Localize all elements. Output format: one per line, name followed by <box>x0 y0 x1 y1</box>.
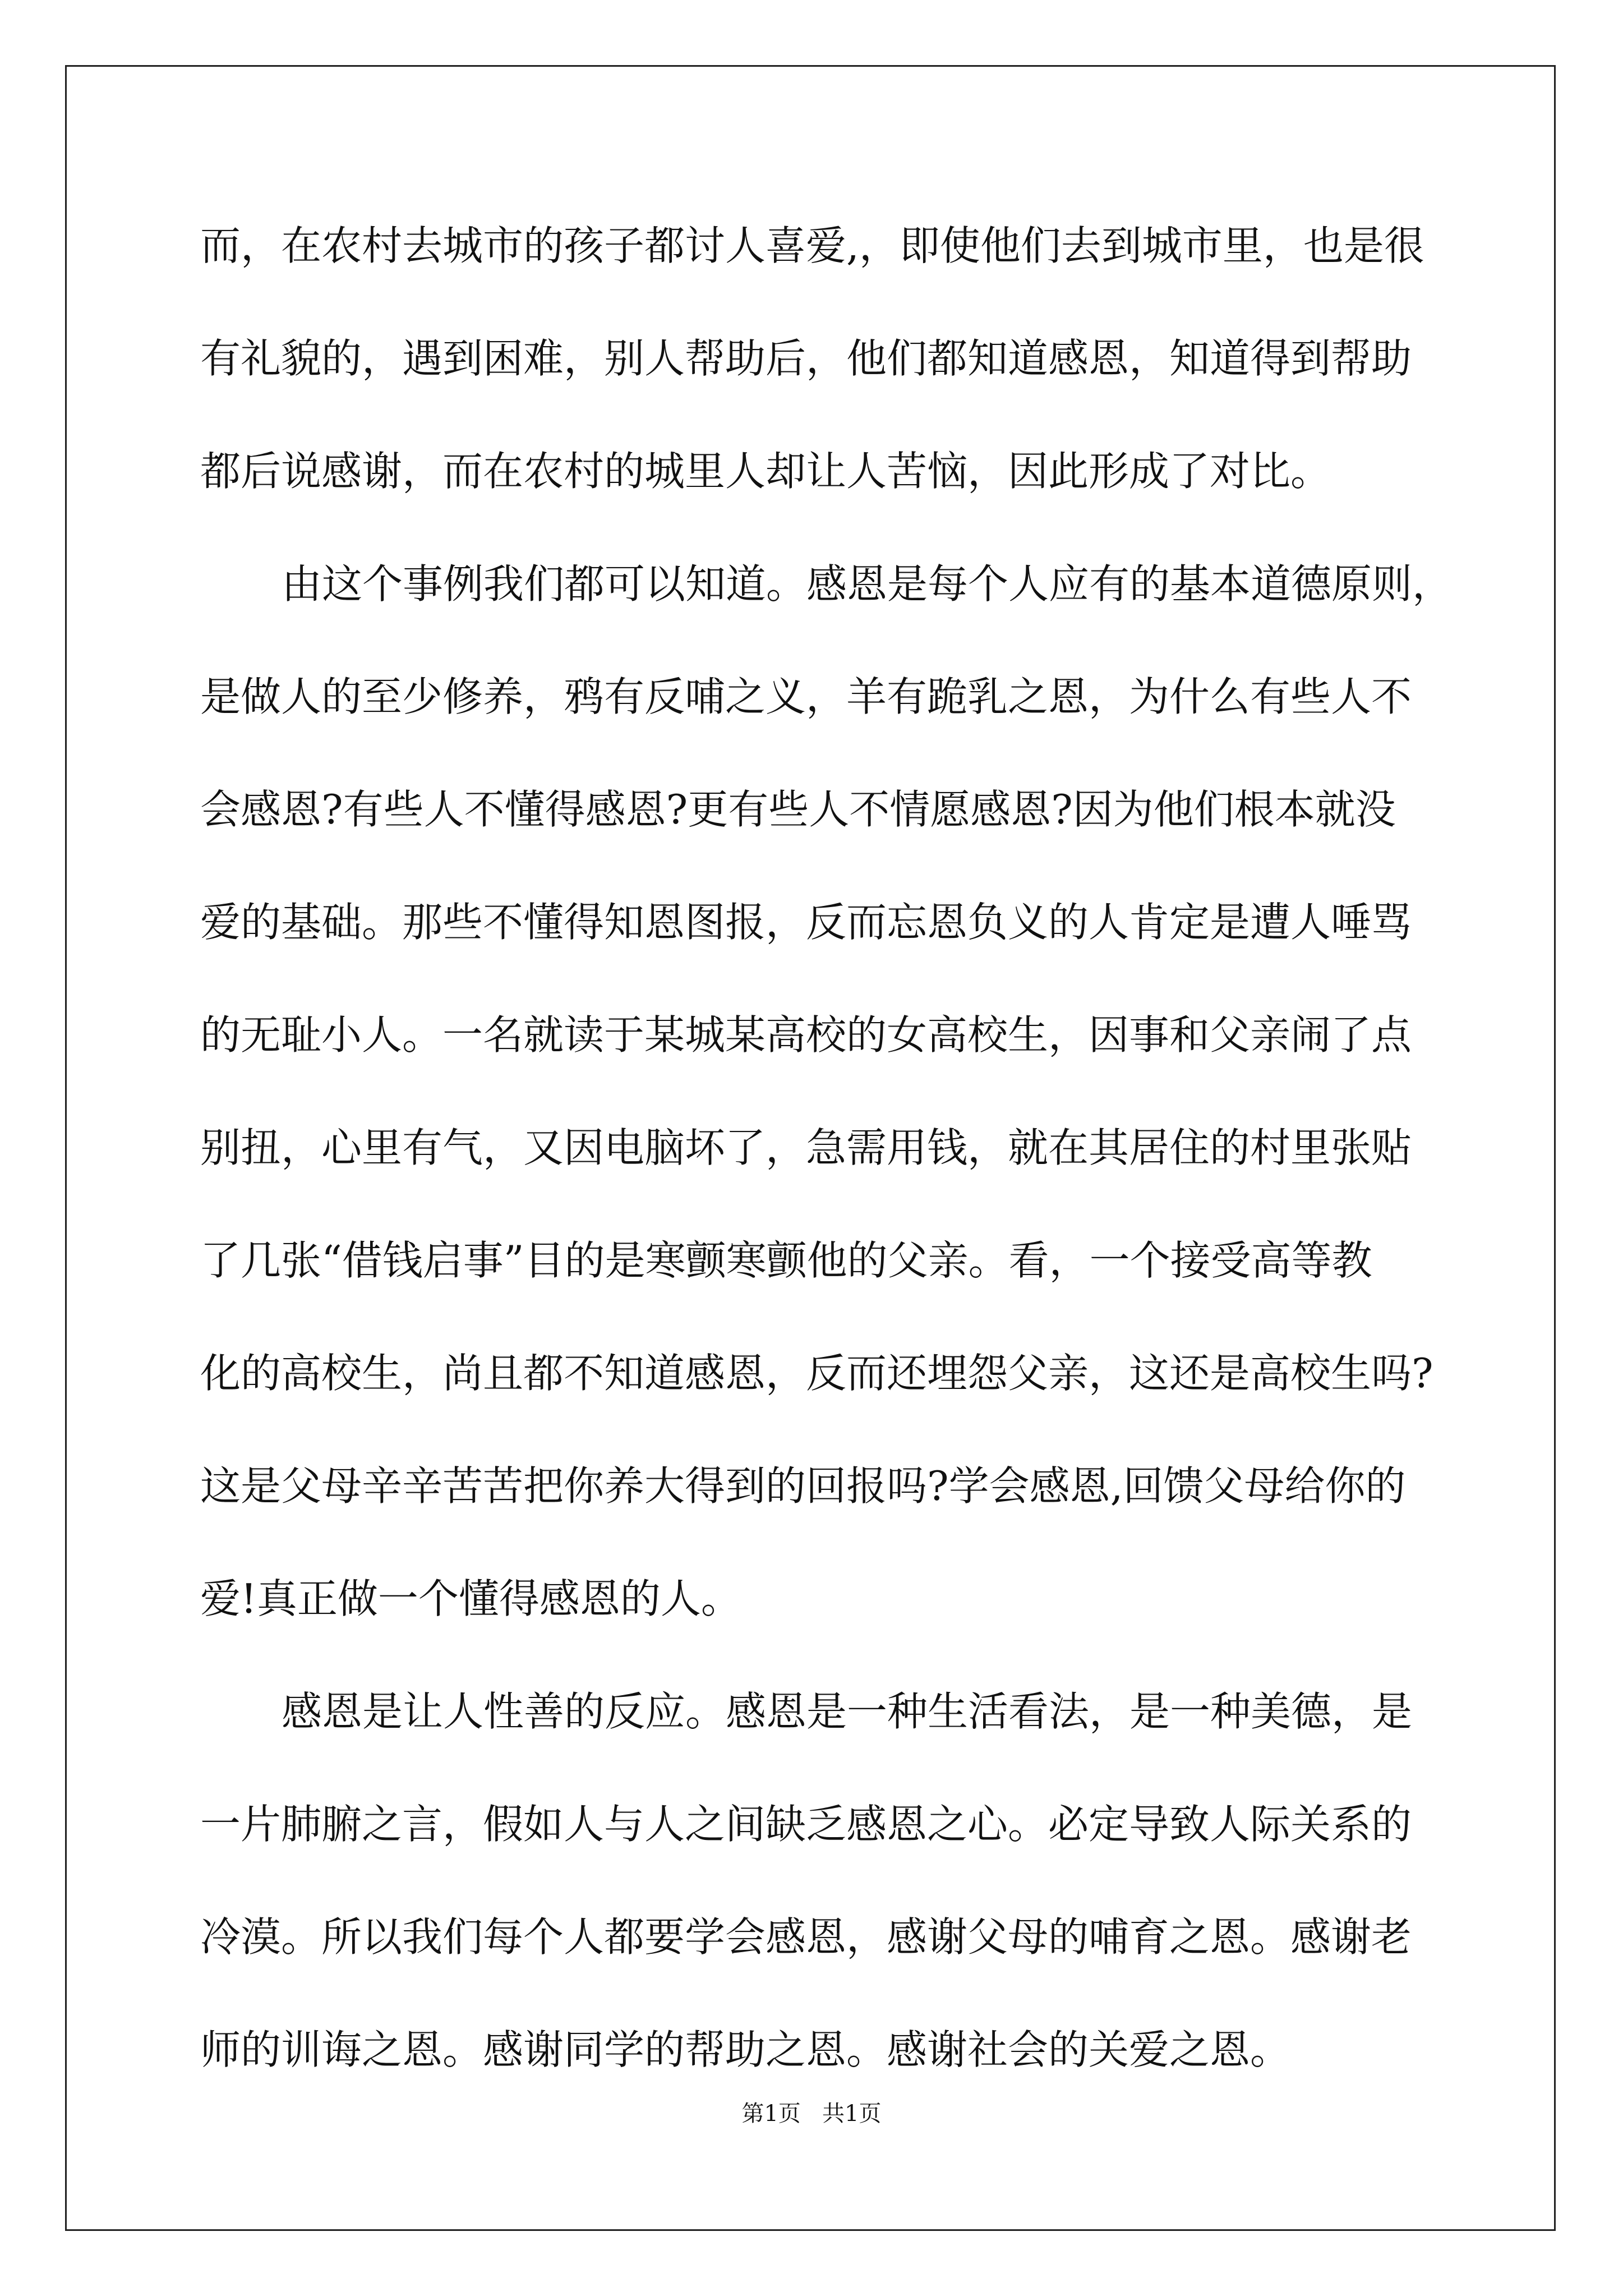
text-line: 而，在农村去城市的孩子都讨人喜爱,，即使他们去到城市里，也是很 <box>200 222 1424 269</box>
page-number-footer: 第1页 共1页 <box>741 2101 882 2127</box>
text-line: 这是父母辛辛苦苦把你养大得到的回报吗?学会感恩,回馈父母给你的 <box>200 1462 1406 1510</box>
text-line: 有礼貌的，遇到困难，别人帮助后，他们都知道感恩，知道得到帮助 <box>200 335 1412 382</box>
text-line: 爱的基础。那些不懂得知恩图报，反而忘恩负义的人肯定是遭人唾骂 <box>200 899 1412 946</box>
text-line: 冷漠。所以我们每个人都要学会感恩，感谢父母的哺育之恩。感谢老 <box>200 1913 1412 1961</box>
text-line: 会感恩?有些人不懂得感恩?更有些人不情愿感恩?因为他们根本就没 <box>200 786 1396 833</box>
text-line: 是做人的至少修养，鸦有反哺之义，羊有跪乳之恩，为什么有些人不 <box>200 673 1412 720</box>
text-line: 的无耻小人。一名就读于某城某高校的女高校生，因事和父亲闹了点 <box>200 1011 1412 1059</box>
text-line: 由这个事例我们都可以知道。感恩是每个人应有的基本道德原则， <box>282 560 1453 608</box>
text-line: 感恩是让人性善的反应。感恩是一种生活看法，是一种美德，是 <box>282 1688 1413 1735</box>
text-line: 都后说感谢，而在农村的城里人却让人苦恼，因此形成了对比。 <box>200 448 1331 495</box>
text-line: 了几张“借钱启事”目的是寒颤寒颤他的父亲。看，一个接受高等教 <box>200 1237 1372 1284</box>
text-line: 师的训诲之恩。感谢同学的帮助之恩。感谢社会的关爱之恩。 <box>200 2026 1291 2073</box>
text-line: 一片肺腑之言，假如人与人之间缺乏感恩之心。必定导致人际关系的 <box>200 1801 1412 1848</box>
text-line: 爱!真正做一个懂得感恩的人。 <box>200 1575 741 1622</box>
text-line: 别扭，心里有气，又因电脑坏了，急需用钱，就在其居住的村里张贴 <box>200 1124 1412 1171</box>
text-line: 化的高校生，尚且都不知道感恩，反而还埋怨父亲，这还是高校生吗? <box>200 1350 1433 1397</box>
